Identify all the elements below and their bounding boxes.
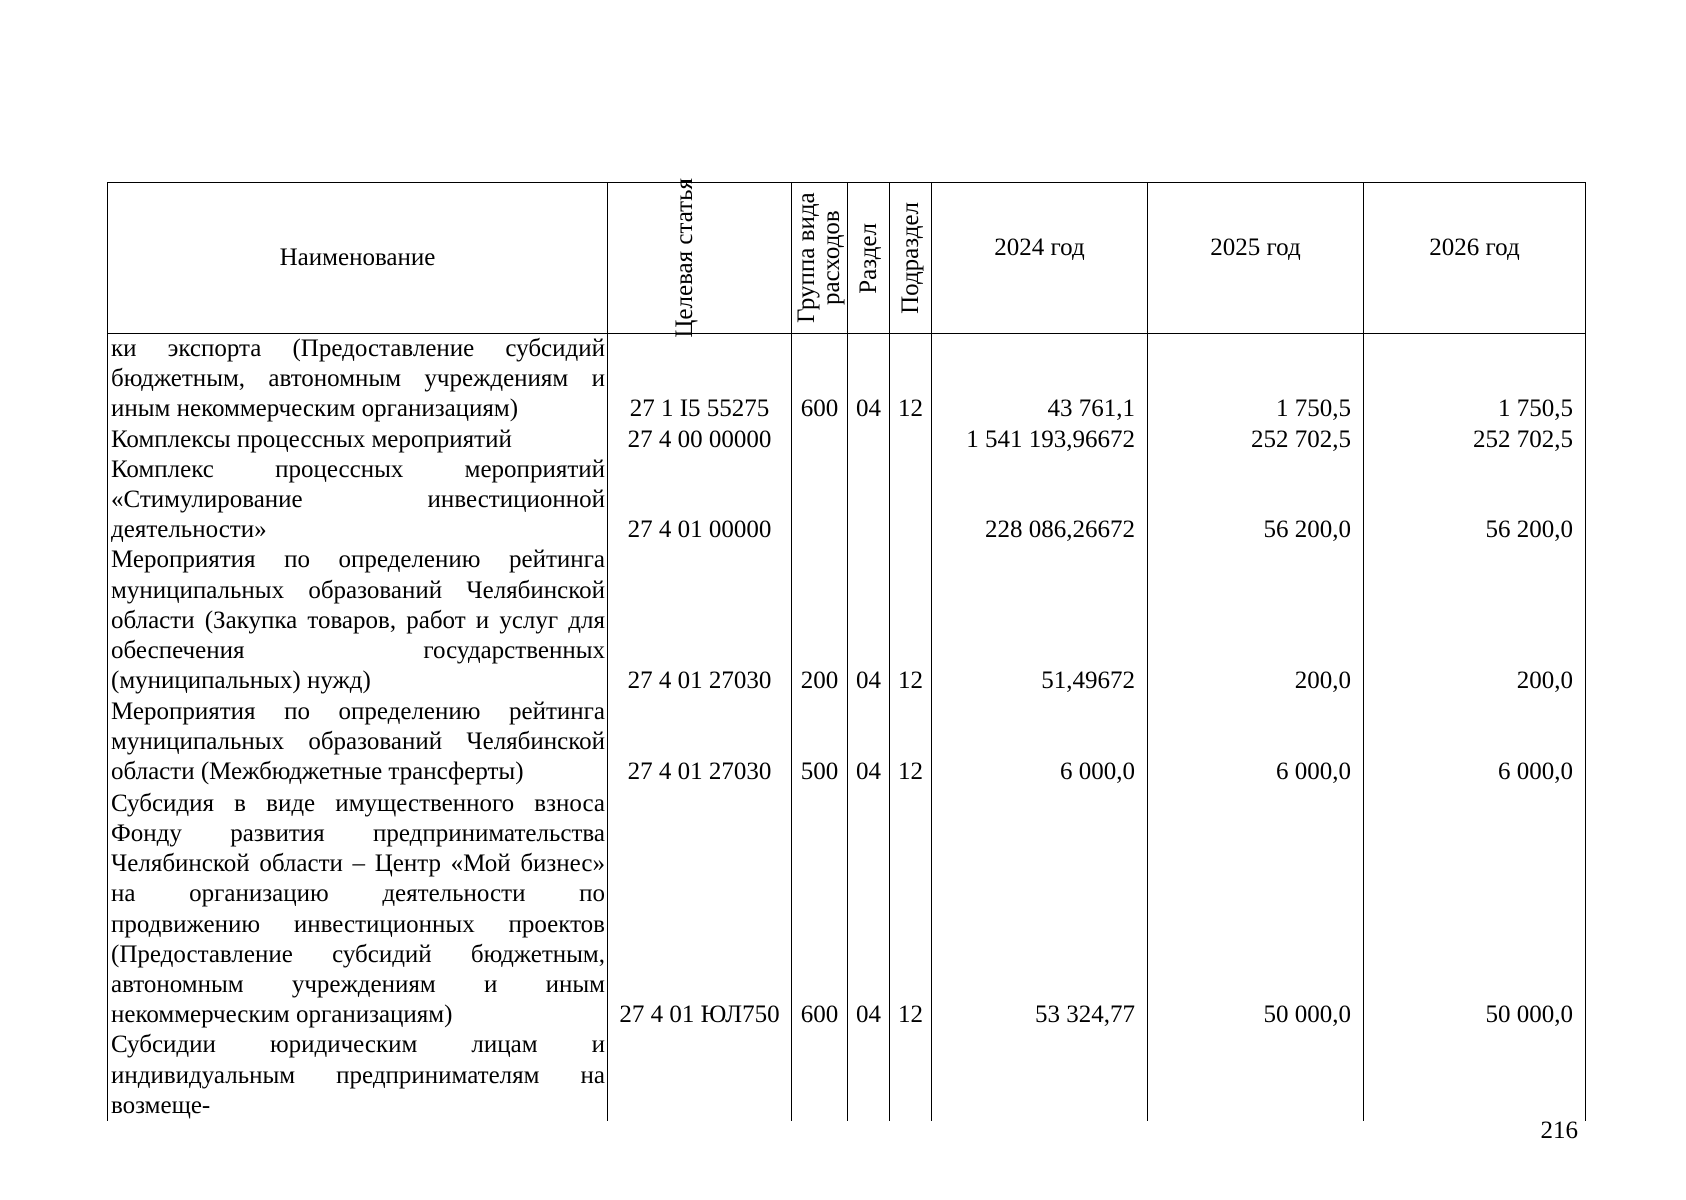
page-number: 216 bbox=[1540, 1117, 1578, 1144]
row-2024: 51,49672 bbox=[932, 545, 1148, 696]
row-code bbox=[608, 1030, 792, 1121]
row-name: Субсидии юридическим лицам и индивидуальным предпринимателям на возмеще- bbox=[108, 1030, 608, 1121]
row-subsection: 12 bbox=[890, 545, 932, 696]
header-2024: 2024 год bbox=[932, 183, 1148, 334]
row-2024: 53 324,77 bbox=[932, 787, 1148, 1030]
row-2025: 252 702,5 bbox=[1148, 425, 1364, 455]
row-name: Мероприятия по определению рейтинга муниципальных образований Челябинской области (Межбюджетные трансферты) bbox=[108, 696, 608, 787]
row-2025: 1 750,5 bbox=[1148, 334, 1364, 425]
row-2024: 43 761,1 bbox=[932, 334, 1148, 425]
row-group bbox=[792, 455, 848, 546]
table-row bbox=[108, 545, 1586, 696]
row-section: 04 bbox=[848, 334, 890, 425]
row-2024: 1 541 193,96672 bbox=[932, 425, 1148, 455]
row-name: Комплексы процессных мероприятий bbox=[108, 425, 608, 455]
header-subsection: Подраздел bbox=[890, 183, 932, 334]
row-group: 500 bbox=[792, 696, 848, 787]
row-2026: 252 702,5 bbox=[1364, 425, 1586, 455]
row-subsection: 12 bbox=[890, 696, 932, 787]
row-2026 bbox=[1364, 1030, 1586, 1121]
row-subsection bbox=[890, 1030, 932, 1121]
row-2026: 200,0 bbox=[1364, 545, 1586, 696]
row-section: 04 bbox=[848, 696, 890, 787]
row-code: 27 4 00 00000 bbox=[608, 425, 792, 455]
table-row bbox=[108, 334, 1586, 425]
row-section bbox=[848, 425, 890, 455]
table-row bbox=[108, 696, 1586, 787]
table-row bbox=[108, 1030, 1586, 1121]
row-code: 27 1 I5 55275 bbox=[608, 334, 792, 425]
table-row bbox=[108, 455, 1586, 546]
row-section: 04 bbox=[848, 787, 890, 1030]
row-2024: 6 000,0 bbox=[932, 696, 1148, 787]
row-2026: 1 750,5 bbox=[1364, 334, 1586, 425]
row-2024: 228 086,26672 bbox=[932, 455, 1148, 546]
header-section: Раздел bbox=[848, 183, 890, 334]
row-group: 200 bbox=[792, 545, 848, 696]
header-2025: 2025 год bbox=[1148, 183, 1364, 334]
row-2025 bbox=[1148, 1030, 1364, 1121]
row-2025: 50 000,0 bbox=[1148, 787, 1364, 1030]
row-group bbox=[792, 1030, 848, 1121]
row-group: 600 bbox=[792, 787, 848, 1030]
row-2026: 56 200,0 bbox=[1364, 455, 1586, 546]
header-name: Наименование bbox=[108, 183, 608, 334]
table-header bbox=[108, 178, 1586, 338]
budget-table bbox=[107, 178, 1586, 1121]
table-body bbox=[108, 334, 1586, 1122]
row-2025: 56 200,0 bbox=[1148, 455, 1364, 546]
table-row bbox=[108, 787, 1586, 1030]
row-subsection bbox=[890, 425, 932, 455]
row-subsection: 12 bbox=[890, 787, 932, 1030]
row-subsection bbox=[890, 455, 932, 546]
header-2026: 2026 год bbox=[1364, 183, 1586, 334]
row-section bbox=[848, 1030, 890, 1121]
row-2025: 6 000,0 bbox=[1148, 696, 1364, 787]
row-2026: 50 000,0 bbox=[1364, 787, 1586, 1030]
row-code: 27 4 01 27030 bbox=[608, 545, 792, 696]
row-group: 600 bbox=[792, 334, 848, 425]
row-name: Мероприятия по определению рейтинга муниципальных образований Челябинской области (Закупка товаров, работ и услуг для обеспечения государственных (муниципальных) нужд) bbox=[108, 545, 608, 696]
row-name: Комплекс процессных мероприятий «Стимулирование инвестиционной деятельности» bbox=[108, 455, 608, 546]
row-group bbox=[792, 425, 848, 455]
table-row bbox=[108, 425, 1586, 455]
header-target: Целевая статья bbox=[608, 183, 792, 334]
row-name: Субсидия в виде имущественного взноса Фонду развития предпринимательства Челябинской области – Центр «Мой бизнес» на организацию деятельности по продвижению инвестиционных проектов (Предоставление субсидий бюджетным, автономным учреждениям и иным некоммерческим организациям) bbox=[108, 787, 608, 1030]
row-2026: 6 000,0 bbox=[1364, 696, 1586, 787]
row-section: 04 bbox=[848, 545, 890, 696]
row-subsection: 12 bbox=[890, 334, 932, 425]
row-2024 bbox=[932, 1030, 1148, 1121]
row-code: 27 4 01 27030 bbox=[608, 696, 792, 787]
row-code: 27 4 01 00000 bbox=[608, 455, 792, 546]
row-section bbox=[848, 455, 890, 546]
header-group: Группа вида расходов bbox=[792, 183, 848, 334]
row-name: ки экспорта (Предоставление субсидий бюджетным, автономным учреждениям и иным некоммерческим организациям) bbox=[108, 334, 608, 425]
row-code: 27 4 01 ЮЛ750 bbox=[608, 787, 792, 1030]
row-2025: 200,0 bbox=[1148, 545, 1364, 696]
